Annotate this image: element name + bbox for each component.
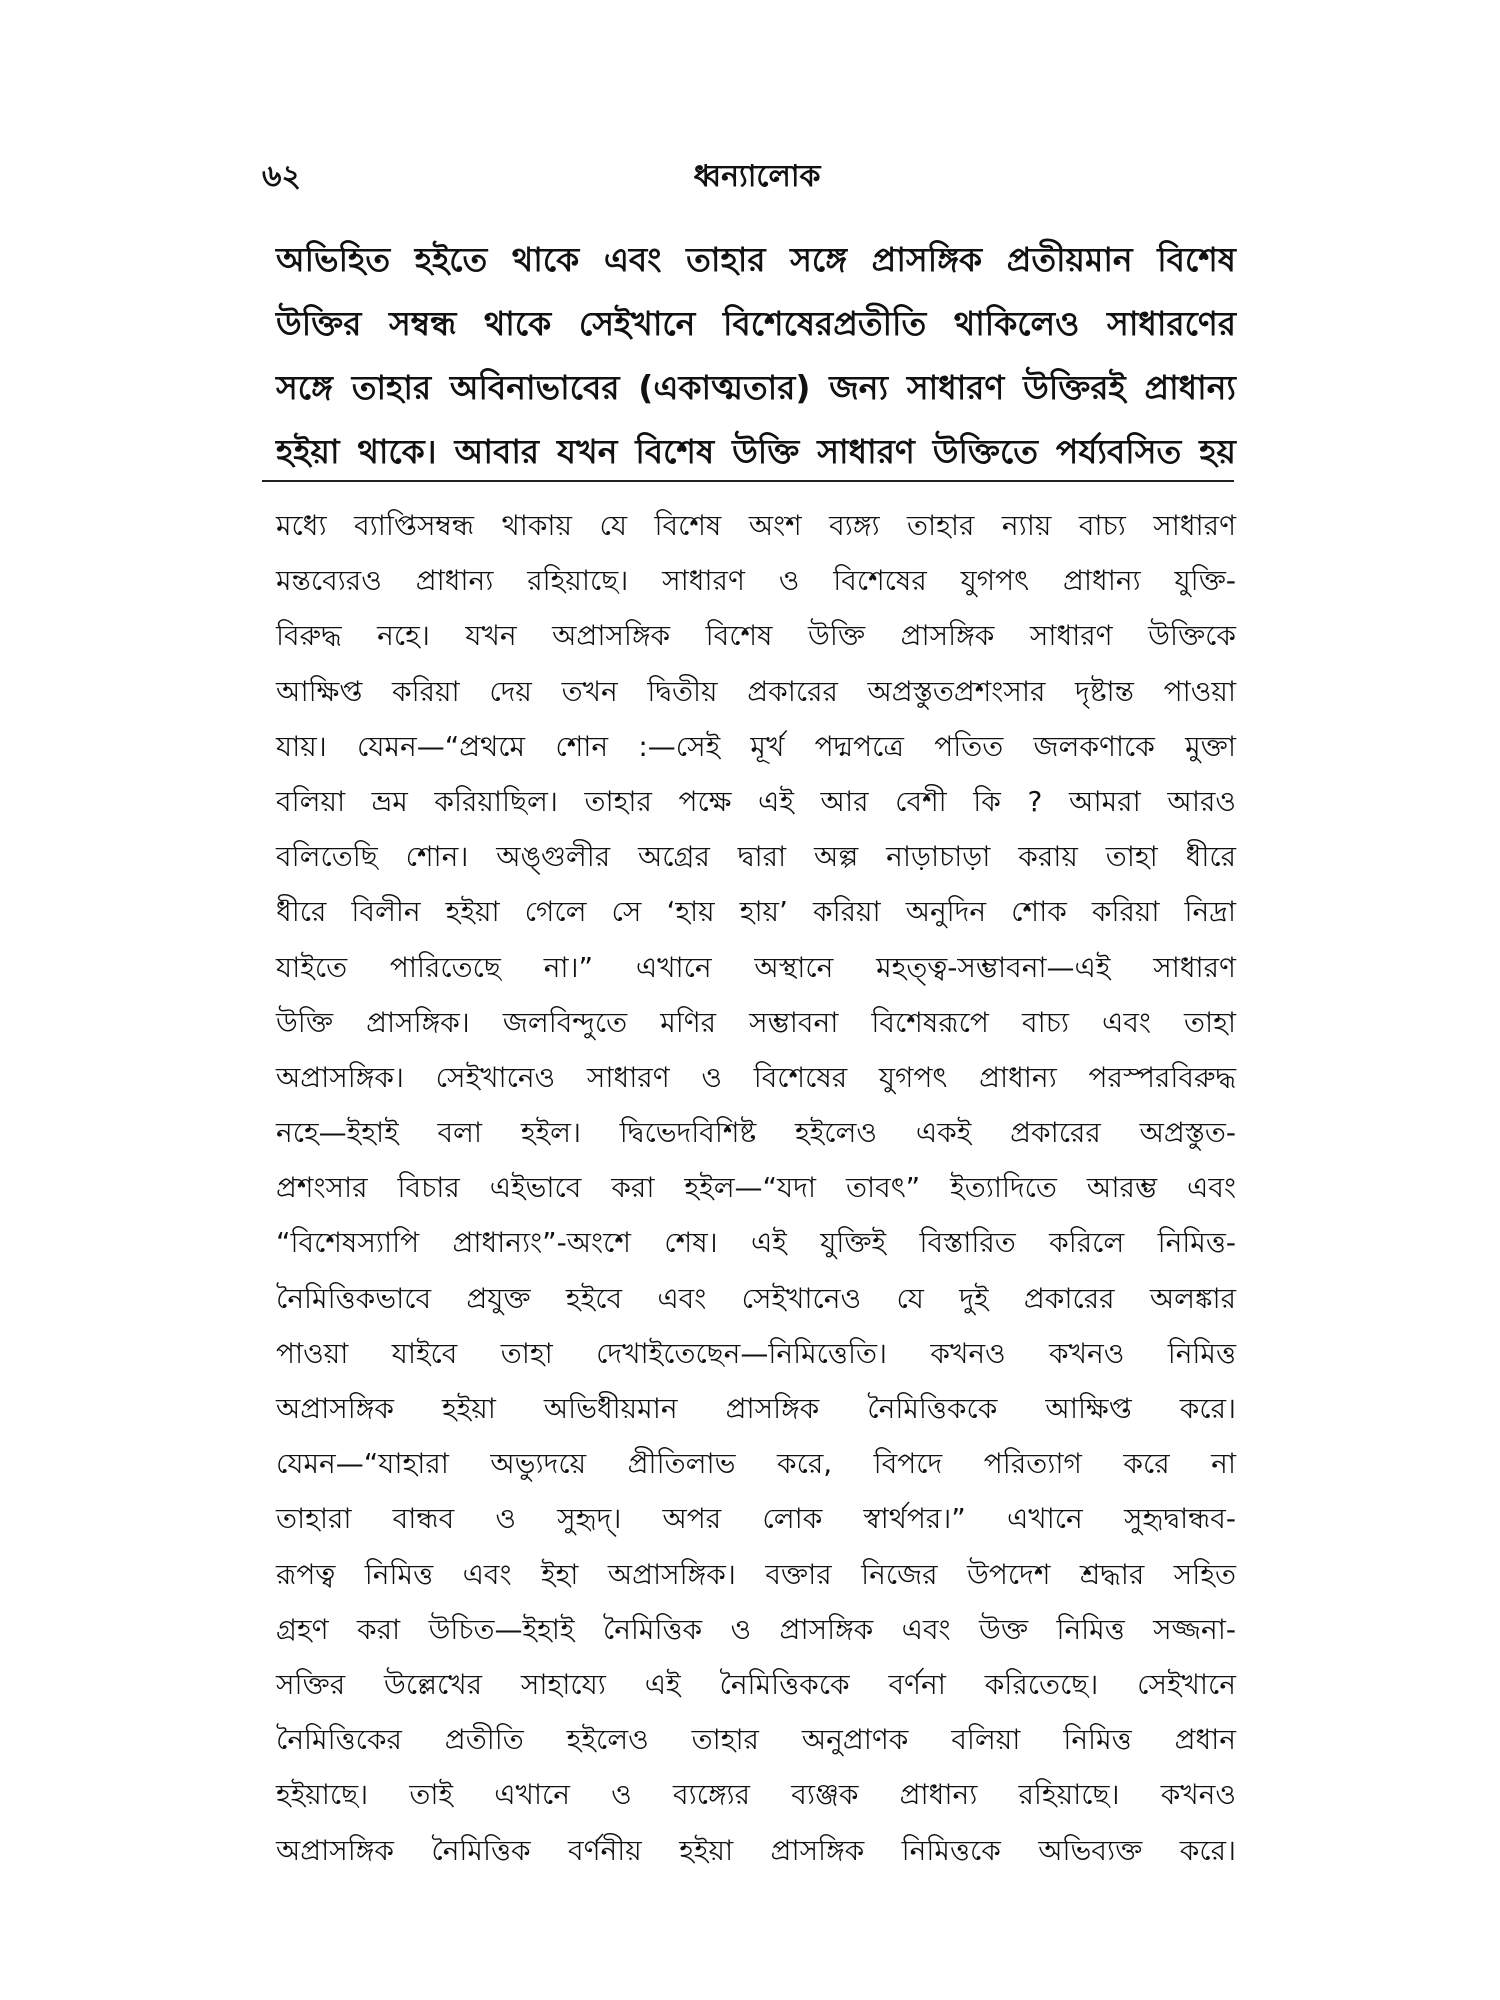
verse-line: উক্তির সম্বন্ধ থাকে সেইখানে বিশেষেরপ্রতীতি থাকিলেও সাধারণের: [276, 304, 1236, 343]
commentary-line: প্রশংসার বিচার এইভাবে করা হইল—“যদা তাবৎ” ইত্যাদিতে আরম্ভ এবং: [276, 1171, 1236, 1205]
commentary-line: ধীরে বিলীন হইয়া গেলে সে ‘হায় হায়’ করিয়া অনুদিন শোক করিয়া নিদ্রা: [276, 895, 1236, 929]
commentary-line: বলিয়া ভ্রম করিয়াছিল। তাহার পক্ষে এই আর বেশী কি ? আমরা আরও: [276, 784, 1236, 818]
commentary-line: হইয়াছে। তাই এখানে ও ব্যঙ্গ্যের ব্যঞ্জক প্রাধান্য রহিয়াছে। কখনও: [276, 1778, 1236, 1812]
commentary-text-block: [276, 498, 1236, 1878]
verse-line: হইয়া থাকে। আবার যখন বিশেষ উক্তি সাধারণ উক্তিতে পর্য্যবসিত হয়: [276, 432, 1236, 471]
commentary-line: যেমন—“যাহারা অভ্যুদয়ে প্রীতিলাভ করে, বিপদে পরিত্যাগ করে না: [276, 1447, 1236, 1481]
commentary-line: রূপত্ব নিমিত্ত এবং ইহা অপ্রাসঙ্গিক। বক্তার নিজের উপদেশ শ্রদ্ধার সহিত: [276, 1557, 1236, 1591]
commentary-line: বিরুদ্ধ নহে। যখন অপ্রাসঙ্গিক বিশেষ উক্তি প্রাসঙ্গিক সাধারণ উক্তিকে: [276, 619, 1236, 653]
commentary-line: যাইতে পারিতেছে না।” এখানে অস্থানে মহত্ত্ব-সম্ভাবনা—এই সাধারণ: [276, 950, 1236, 984]
section-divider: [262, 480, 1234, 482]
commentary-line: অপ্রাসঙ্গিক নৈমিত্তিক বর্ণনীয় হইয়া প্রাসঙ্গিক নিমিত্তকে অভিব্যক্ত করে।: [276, 1833, 1236, 1867]
commentary-line: নৈমিত্তিকভাবে প্রযুক্ত হইবে এবং সেইখানেও যে দুই প্রকারের অলঙ্কার: [276, 1281, 1236, 1315]
page-number: ৬২: [262, 159, 302, 194]
verse-text-block: [276, 228, 1236, 484]
commentary-line: মধ্যে ব্যাপ্তিসম্বন্ধ থাকায় যে বিশেষ অংশ ব্যঙ্গ্য তাহার ন্যায় বাচ্য সাধারণ: [276, 509, 1236, 542]
commentary-line: নহে—ইহাই বলা হইল। দ্বিভেদবিশিষ্ট হইলেও একই প্রকারের অপ্রস্তুত-: [276, 1116, 1236, 1150]
commentary-line: নৈমিত্তিকের প্রতীতি হইলেও তাহার অনুপ্রাণক বলিয়া নিমিত্ত প্রধান: [276, 1723, 1236, 1757]
commentary-line: যায়। যেমন—“প্রথমে শোন :—সেই মূর্খ পদ্মপত্রে পতিত জলকণাকে মুক্তা: [276, 729, 1236, 763]
commentary-line: “বিশেষস্যাপি প্রাধান্যং”-অংশে শেষ। এই যুক্তিই বিস্তারিত করিলে নিমিত্ত-: [276, 1226, 1236, 1260]
verse-line: অভিহিত হইতে থাকে এবং তাহার সঙ্গে প্রাসঙ্গিক প্রতীয়মান বিশেষ: [276, 240, 1236, 279]
running-head: [262, 152, 1252, 202]
commentary-line: পাওয়া যাইবে তাহা দেখাইতেছেন—নিমিত্তেতি। কখনও কখনও নিমিত্ত: [276, 1336, 1236, 1370]
commentary-line: অপ্রাসঙ্গিক হইয়া অভিধীয়মান প্রাসঙ্গিক নৈমিত্তিককে আক্ষিপ্ত করে।: [276, 1392, 1236, 1425]
commentary-line: সক্তির উল্লেখের সাহায্যে এই নৈমিত্তিককে বর্ণনা করিতেছে। সেইখানে: [276, 1667, 1236, 1701]
commentary-line: আক্ষিপ্ত করিয়া দেয় তখন দ্বিতীয় প্রকারের অপ্রস্তুতপ্রশংসার দৃষ্টান্ত পাওয়া: [276, 674, 1236, 708]
commentary-line: গ্রহণ করা উচিত—ইহাই নৈমিত্তিক ও প্রাসঙ্গিক এবং উক্ত নিমিত্ত সজ্জনা-: [276, 1612, 1236, 1646]
commentary-line: তাহারা বান্ধব ও সুহৃদ্। অপর লোক স্বার্থপর।” এখানে সুহৃদ্বান্ধব-: [276, 1502, 1236, 1536]
commentary-line: উক্তি প্রাসঙ্গিক। জলবিন্দুতে মণির সম্ভাবনা বিশেষরূপে বাচ্য এবং তাহা: [276, 1005, 1236, 1039]
commentary-line: অপ্রাসঙ্গিক। সেইখানেও সাধারণ ও বিশেষের যুগপৎ প্রাধান্য পরস্পরবিরুদ্ধ: [276, 1060, 1236, 1094]
verse-line: সঙ্গে তাহার অবিনাভাবের (একাত্মতার) জন্য সাধারণ উক্তিরই প্রাধান্য: [276, 368, 1236, 407]
running-title: ধ্বন্যালোক: [693, 159, 821, 194]
commentary-line: মন্তব্যেরও প্রাধান্য রহিয়াছে। সাধারণ ও বিশেষের যুগপৎ প্রাধান্য যুক্তি-: [276, 564, 1236, 598]
commentary-line: বলিতেছি শোন। অঙ্গুলীর অগ্রের দ্বারা অল্প নাড়াচাড়া করায় তাহা ধীরে: [276, 840, 1236, 874]
